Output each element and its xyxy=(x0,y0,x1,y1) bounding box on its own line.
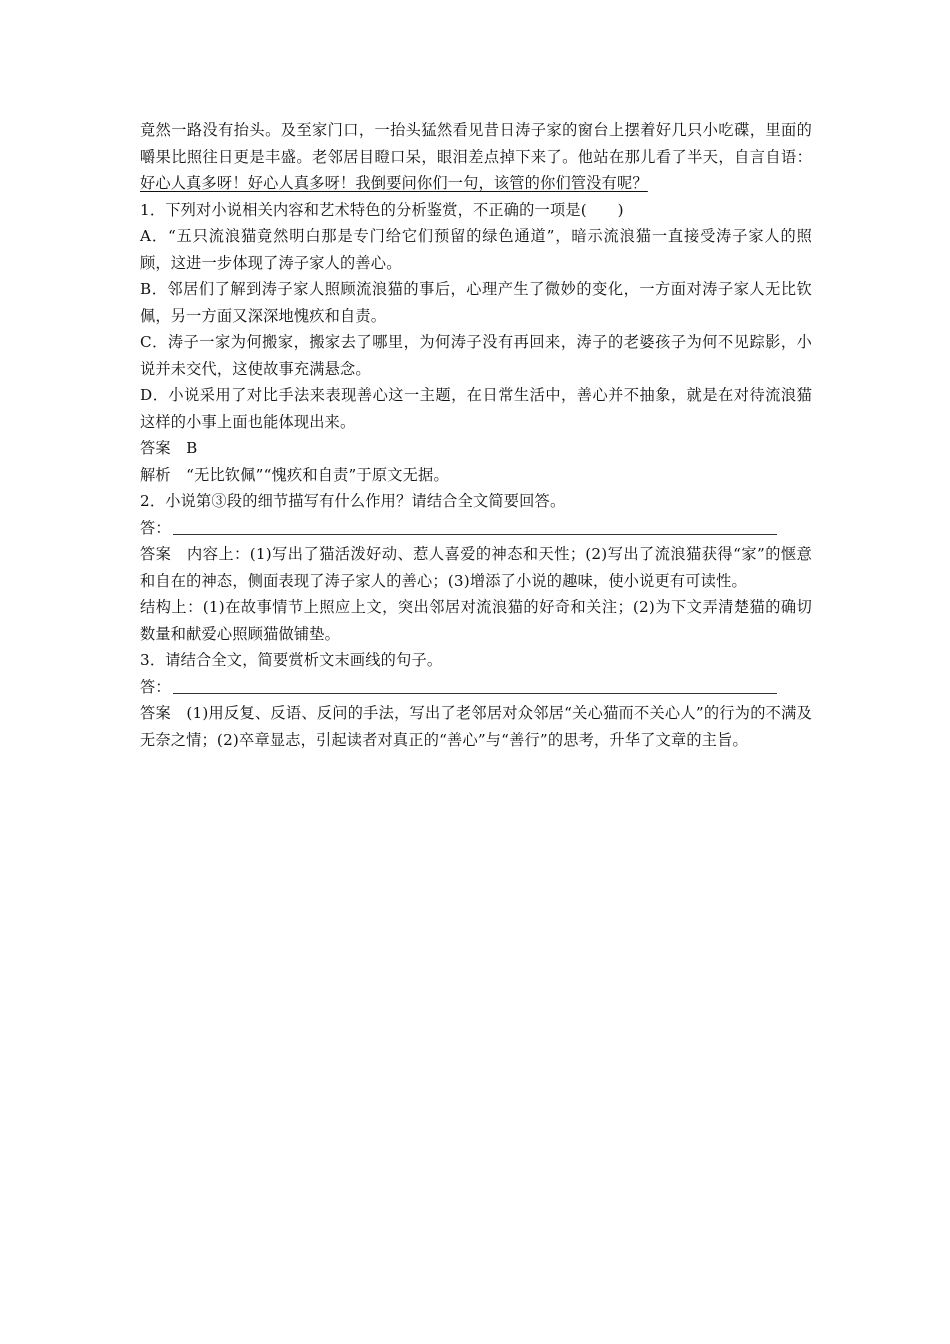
question-1-answer: 答案 B xyxy=(140,439,198,457)
passage-paragraph xyxy=(140,117,812,197)
document-page xyxy=(140,117,812,753)
question-2-answer-content: 答案 内容上：(1)写出了猫活泼好动、惹人喜爱的神态和天性；(2)写出了流浪猫获得“家”的惬意和自在的神态，侧面表现了涛子家人的善心；(3)增添了小说的趣味，使小说更有可读性。 xyxy=(140,545,812,590)
question-2-answer-structure: 结构上：(1)在故事情节上照应上文，突出邻居对流浪猫的好奇和关注；(2)为下文弄清楚猫的确切数量和献爱心照顾猫做铺垫。 xyxy=(140,598,812,643)
passage-text: 竟然一路没有抬头。及至家门口，一抬头猛然看见昔日涛子家的窗台上摆着好几只小吃碟，里面的嚼果比照往日更是丰盛。老邻居目瞪口呆，眼泪差点掉下来了。他站在那儿看了半天，自言自语： xyxy=(140,121,812,166)
question-1-prompt: 1．下列对小说相关内容和艺术特色的分析鉴赏，不正确的一项是( ) xyxy=(140,200,624,219)
answer-label: 答： xyxy=(140,677,171,696)
question-2-prompt: 2．小说第③段的细节描写有什么作用？请结合全文简要回答。 xyxy=(140,492,566,510)
answer-blank[interactable] xyxy=(173,693,777,694)
answer-blank[interactable] xyxy=(173,534,777,535)
question-1-option-a: A．“五只流浪猫竟然明白那是专门给它们预留的绿色通道”，暗示流浪猫一直接受涛子家人的照顾，这进一步体现了涛子家人的善心。 xyxy=(140,227,812,272)
question-2-answer-line xyxy=(140,515,812,542)
question-3-answer-line xyxy=(140,674,812,701)
question-1-option-d: D．小说采用了对比手法来表现善心这一主题，在日常生活中，善心并不抽象，就是在对待流浪猫这样的小事上面也能体现出来。 xyxy=(140,386,812,431)
question-1-option-c: C．涛子一家为何搬家，搬家去了哪里，为何涛子没有再回来，涛子的老婆孩子为何不见踪影，小说并未交代，这使故事充满悬念。 xyxy=(140,333,812,378)
underlined-sentence: 好心人真多呀！好心人真多呀！我倒要问你们一句，该管的你们管没有呢？ xyxy=(140,174,648,192)
answer-label: 答： xyxy=(140,518,171,537)
question-1-analysis: 解析 “无比钦佩”“愧疚和自责”于原文无据。 xyxy=(140,465,449,484)
question-3-prompt: 3．请结合全文，简要赏析文末画线的句子。 xyxy=(140,651,443,669)
question-3-answer: 答案 (1)用反复、反语、反问的手法，写出了老邻居对众邻居“关心猫而不关心人”的行为的不满及无奈之情；(2)卒章显志，引起读者对真正的“善心”与“善行”的思考，升华了文章的主旨。 xyxy=(140,704,812,749)
question-1-option-b: B．邻居们了解到涛子家人照顾流浪猫的事后，心理产生了微妙的变化，一方面对涛子家人无比钦佩，另一方面又深深地愧疚和自责。 xyxy=(140,280,812,325)
